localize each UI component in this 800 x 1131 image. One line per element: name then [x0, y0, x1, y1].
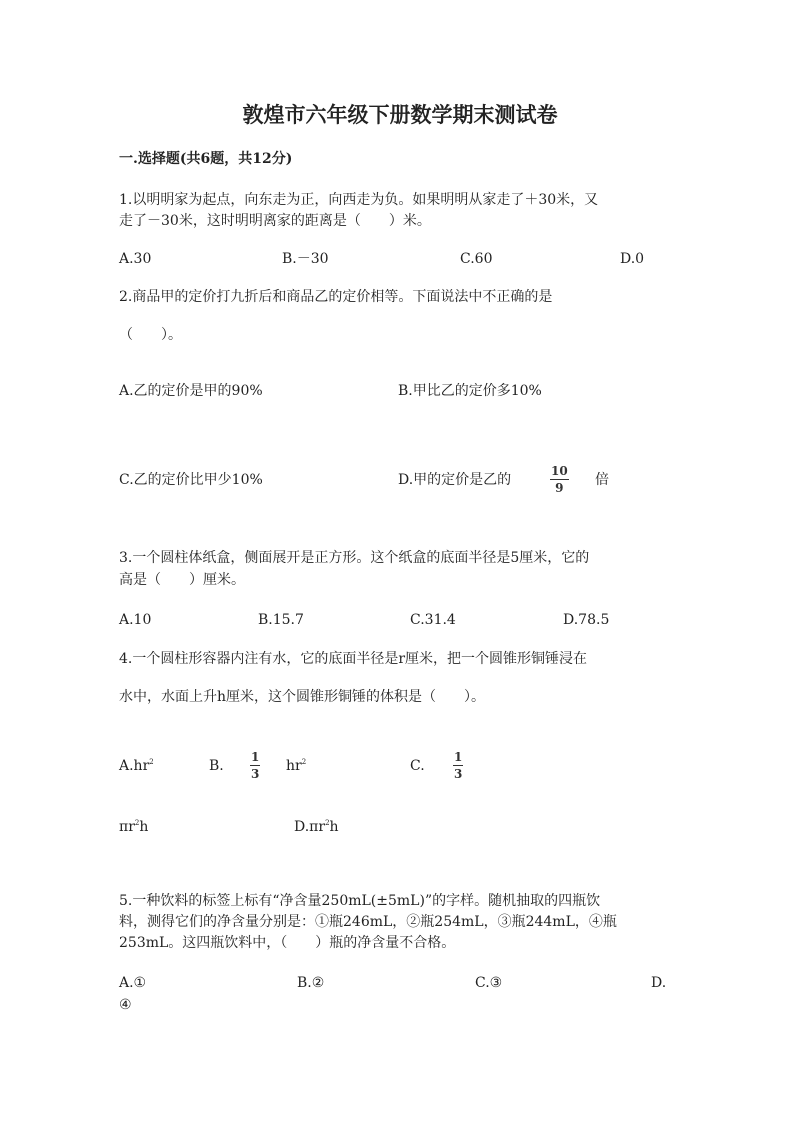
question-text-line: 水中，水面上升h厘米，这个圆锥形铜锤的体积是（ ）。: [119, 689, 486, 705]
exponent: 2: [301, 758, 307, 766]
option-c[interactable]: C.60: [460, 251, 493, 267]
option-c[interactable]: C.乙的定价比甲少10%: [119, 472, 263, 488]
question-text-line: 高是（ ）厘米。: [119, 572, 245, 588]
option-d[interactable]: D.78.5: [563, 612, 610, 628]
option-a-text: A.hr: [119, 758, 150, 774]
option-b-text: $hr^2$: [286, 758, 307, 774]
option-a[interactable]: A.①: [119, 975, 147, 991]
option-c[interactable]: C.③: [475, 975, 503, 991]
question-text-line: 走了－30米，这时明明离家的距离是（ ）米。: [119, 213, 431, 229]
option-b[interactable]: B.－30: [282, 251, 329, 267]
option-d-text: D.πr: [294, 819, 326, 835]
question-text-line: 3.一个圆柱体纸盒，侧面展开是正方形。这个纸盒的底面半径是5厘米，它的: [119, 550, 590, 566]
fraction: [250, 751, 260, 780]
question-text-line: （ ）。: [119, 327, 182, 343]
exponent: 2: [149, 758, 154, 766]
option-d-text: D.甲的定价是乙的: [398, 472, 512, 488]
fraction-numerator: 10: [551, 464, 568, 478]
section-heading: 一.选择题(共6题，共12分): [119, 151, 293, 167]
fraction: [550, 465, 569, 494]
exponent: 2: [134, 819, 140, 827]
option-a[interactable]: A.30: [119, 251, 152, 267]
option-b-label: B.: [209, 758, 224, 774]
fraction-denominator: 9: [555, 481, 564, 495]
option-a[interactable]: A.乙的定价是甲的90%: [119, 383, 263, 399]
option-c-label: C.: [410, 758, 425, 774]
option-b[interactable]: B.15.7: [258, 612, 304, 628]
option-a[interactable]: [119, 759, 154, 773]
fraction-denominator: 3: [251, 767, 260, 781]
question-text-line: 1.以明明家为起点，向东走为正，向西走为负。如果明明从家走了＋30米，又: [119, 192, 599, 208]
question-text-line: 5.一种饮料的标签上标有“净含量250mL(±5mL)”的字样。随机抽取的四瓶饮: [119, 893, 601, 909]
fraction-numerator: 1: [454, 750, 463, 764]
option-d[interactable]: D.: [651, 975, 667, 991]
option-d-suffix: 倍: [595, 472, 609, 488]
page-title: 敦煌市六年级下册数学期末测试卷: [242, 102, 558, 127]
question-text-line: 4.一个圆柱形容器内注有水，它的底面半径是r厘米，把一个圆锥形铜锤浸在: [119, 651, 588, 667]
question-text-line: 253mL。这四瓶饮料中，（ ）瓶的净含量不合格。: [119, 935, 456, 951]
fraction-denominator: 3: [454, 767, 463, 781]
option-b[interactable]: B.甲比乙的定价多10%: [398, 383, 542, 399]
exponent: 2: [325, 819, 330, 827]
option-a[interactable]: A.10: [119, 612, 152, 628]
option-c[interactable]: C.31.4: [410, 612, 456, 628]
question-text-line: 料，测得它们的净含量分别是：①瓶246mL，②瓶254mL，③瓶244mL，④瓶: [119, 914, 617, 930]
option-d[interactable]: D.0: [620, 251, 645, 267]
question-text-line: 2.商品甲的定价打九折后和商品乙的定价相等。下面说法中不正确的是: [119, 289, 553, 305]
fraction-numerator: 1: [251, 750, 260, 764]
option-d-wrap[interactable]: ④: [119, 997, 132, 1013]
option-c-continuation: $\pi r^2h$: [119, 819, 149, 835]
option-b[interactable]: B.②: [297, 975, 325, 991]
option-d[interactable]: $D.\pi r^2h$: [294, 819, 339, 835]
fraction: [453, 751, 463, 780]
